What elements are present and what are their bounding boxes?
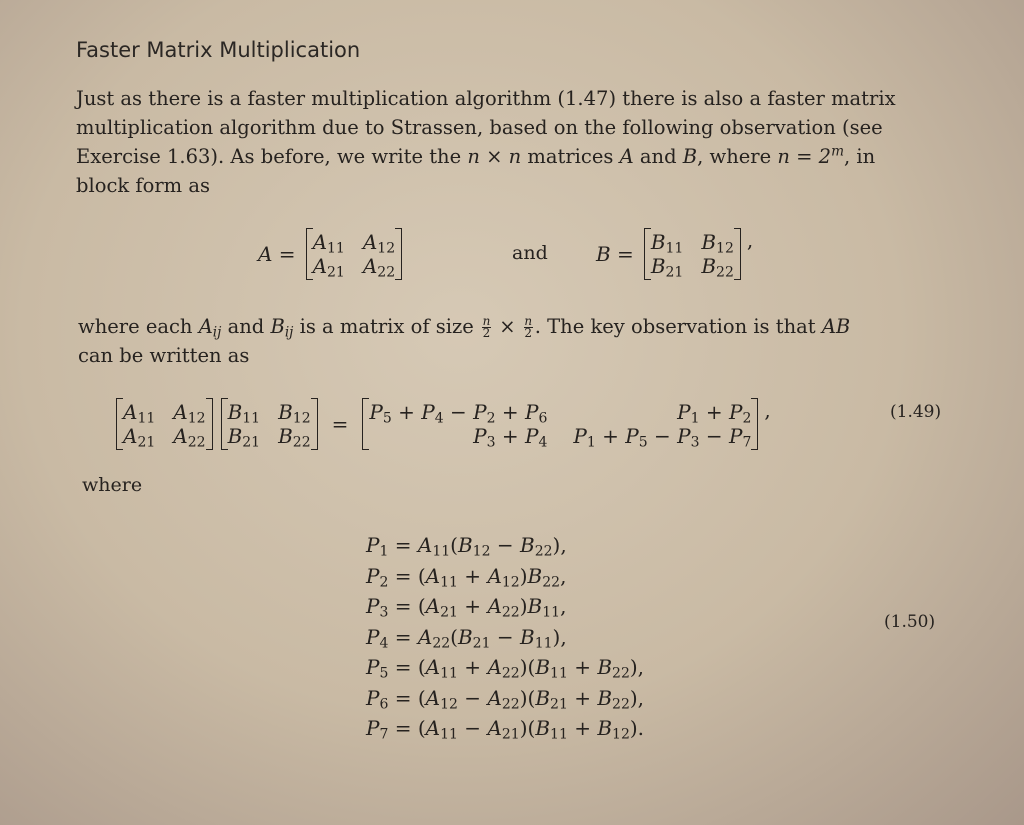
math-entry: $A_{11}$ [312,230,345,257]
intro-line-4: block form as [76,174,210,197]
math-entry: $A_{21}$ [123,424,156,451]
size-paragraph [78,312,958,370]
math-entry: $P_1 + P_5 - P_3 - P_7$ [573,424,752,451]
p5-definition: $P_5 = (A_{11} + A_{22})(B_{11} + B_{22})$, [366,655,645,682]
p6-definition: $P_6 = (A_{12} - A_{22})(B_{21} + B_{22})$, [366,685,645,712]
intro-paragraph [76,84,956,200]
math-entry: $A_{22}$ [362,254,396,281]
p1-definition: $P_1 = A_{11}(B_{12} - B_{22})$, [366,533,567,560]
p3-definition: $P_3 = (A_{21} + A_{22})B_{11}$, [366,594,567,621]
math-entry: $A_{22}$ [173,424,206,451]
section-heading: Faster Matrix Multiplication [76,38,361,62]
p7-definition: $P_7 = (A_{11} - A_{21})(B_{11} + B_{12})$. [366,716,645,743]
math-entry: $P_3 + P_4$ [473,424,548,451]
p2-definition: $P_2 = (A_{11} + A_{12})B_{22}$, [366,563,567,590]
matrix-B-definition: B = $B_{11}$ $B_{12}$ $B_{21}$ $B_{22}$ , [596,228,754,281]
fraction-n-over-2: $\frac{n}{2}$ [482,314,491,340]
where-label: where [82,474,143,496]
math-entry: $B_{11}$ [650,230,684,257]
and-word: and [512,242,548,264]
equation-1-49: $A_{11}$ $A_{12}$ $A_{21}$ $A_{22}$ $B_{11}$ $B_{12}$ $B_{21}$ $B_{22}$ = $P_5 + P_4 - P_2 + P_6$ $P_1 + P_2$ $P_3 + P_4$ $P_1 + P_5 - P_3 - P_7$ , [112,398,771,450]
matrix-B-blocks [221,398,318,450]
math-entry: $B_{12}$ [701,230,734,257]
math-entry: $B_{22}$ [278,424,311,451]
math-entry: $A_{12}$ [173,400,206,427]
math-entry: $B_{21}$ [650,254,684,281]
matrix-A-blocks [116,398,213,450]
equation-number-1-50: (1.50) [884,612,936,632]
fraction-n-over-2: $\frac{n}{2}$ [524,314,533,340]
size-line-1: where each $A_{ij}$ and $B_{ij}$ is a matrix of size $\frac{n}{2}$ × $\frac{n}{2}$ . The key observation is that AB [78,314,851,341]
matrix-A-definition: A = $A_{11}$ $A_{12}$ $A_{21}$ $A_{22}$ [258,228,406,280]
size-line-2: can be written as [78,344,250,367]
equation-number-1-49: (1.49) [890,402,942,422]
matrix-B [644,228,741,280]
math-entry: $P_5 + P_4 - P_2 + P_6$ [369,400,548,427]
intro-line-3: Exercise 1.63). As before, we write the n × n matrices A and B, where $n = 2^m$, in [76,143,876,168]
intro-line-2: multiplication algorithm due to Strassen, based on the following observation (see [76,116,883,139]
math-entry: $P_1 + P_2$ [677,400,752,427]
strassen-result-matrix [362,398,758,450]
matrix-A [306,228,403,280]
math-entry: $B_{21}$ [227,424,261,451]
math-entry: $A_{11}$ [123,400,156,427]
p4-definition: $P_4 = A_{22}(B_{21} - B_{11})$, [366,624,567,651]
intro-line-1: Just as there is a faster multiplication algorithm (1.47) there is also a faster matrix [76,87,896,110]
math-entry: $B_{22}$ [701,254,734,281]
math-entry: $A_{21}$ [312,254,345,281]
math-entry: $B_{11}$ [227,400,261,427]
math-entry: $A_{12}$ [362,230,396,257]
equation-1-50 [366,530,644,744]
math-entry: $B_{12}$ [278,400,311,427]
